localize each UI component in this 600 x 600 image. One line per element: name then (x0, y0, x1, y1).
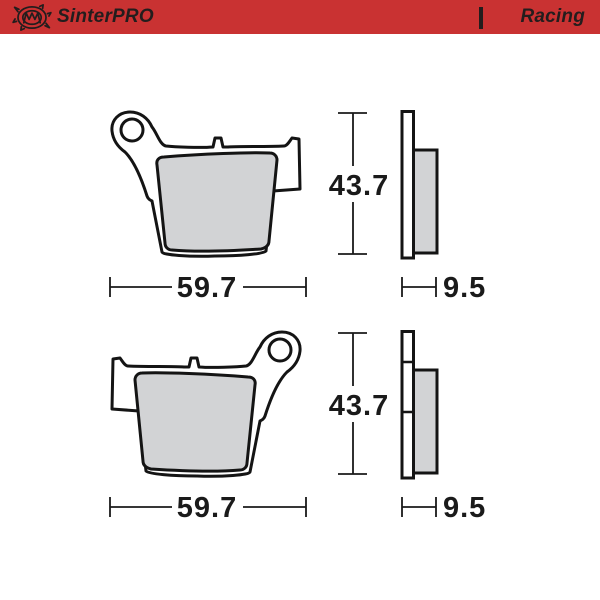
dimension-thickness-label-2: 9.5 (443, 492, 487, 524)
dimension-width-label-1: 59.7 (176, 272, 238, 304)
pad-front-view-1 (112, 112, 300, 256)
dimension-thickness-label-1: 9.5 (443, 272, 487, 304)
pad-front-view-2 (112, 332, 300, 476)
pad-side-view-1 (402, 112, 437, 259)
diagram-brake-pad-1 (110, 112, 486, 305)
brand-name: SinterPRO (57, 6, 154, 27)
dimension-height-label-2: 43.7 (328, 390, 390, 422)
pad-side-view-2 (402, 332, 437, 479)
diagram-brake-pad-2 (110, 332, 486, 525)
edition-label: Racing (520, 6, 585, 27)
dimension-thickness-line-2 (402, 497, 436, 517)
dimension-height-label-1: 43.7 (328, 170, 390, 202)
dimension-thickness-line-1 (402, 277, 436, 297)
dimension-width-label-2: 59.7 (176, 492, 238, 524)
